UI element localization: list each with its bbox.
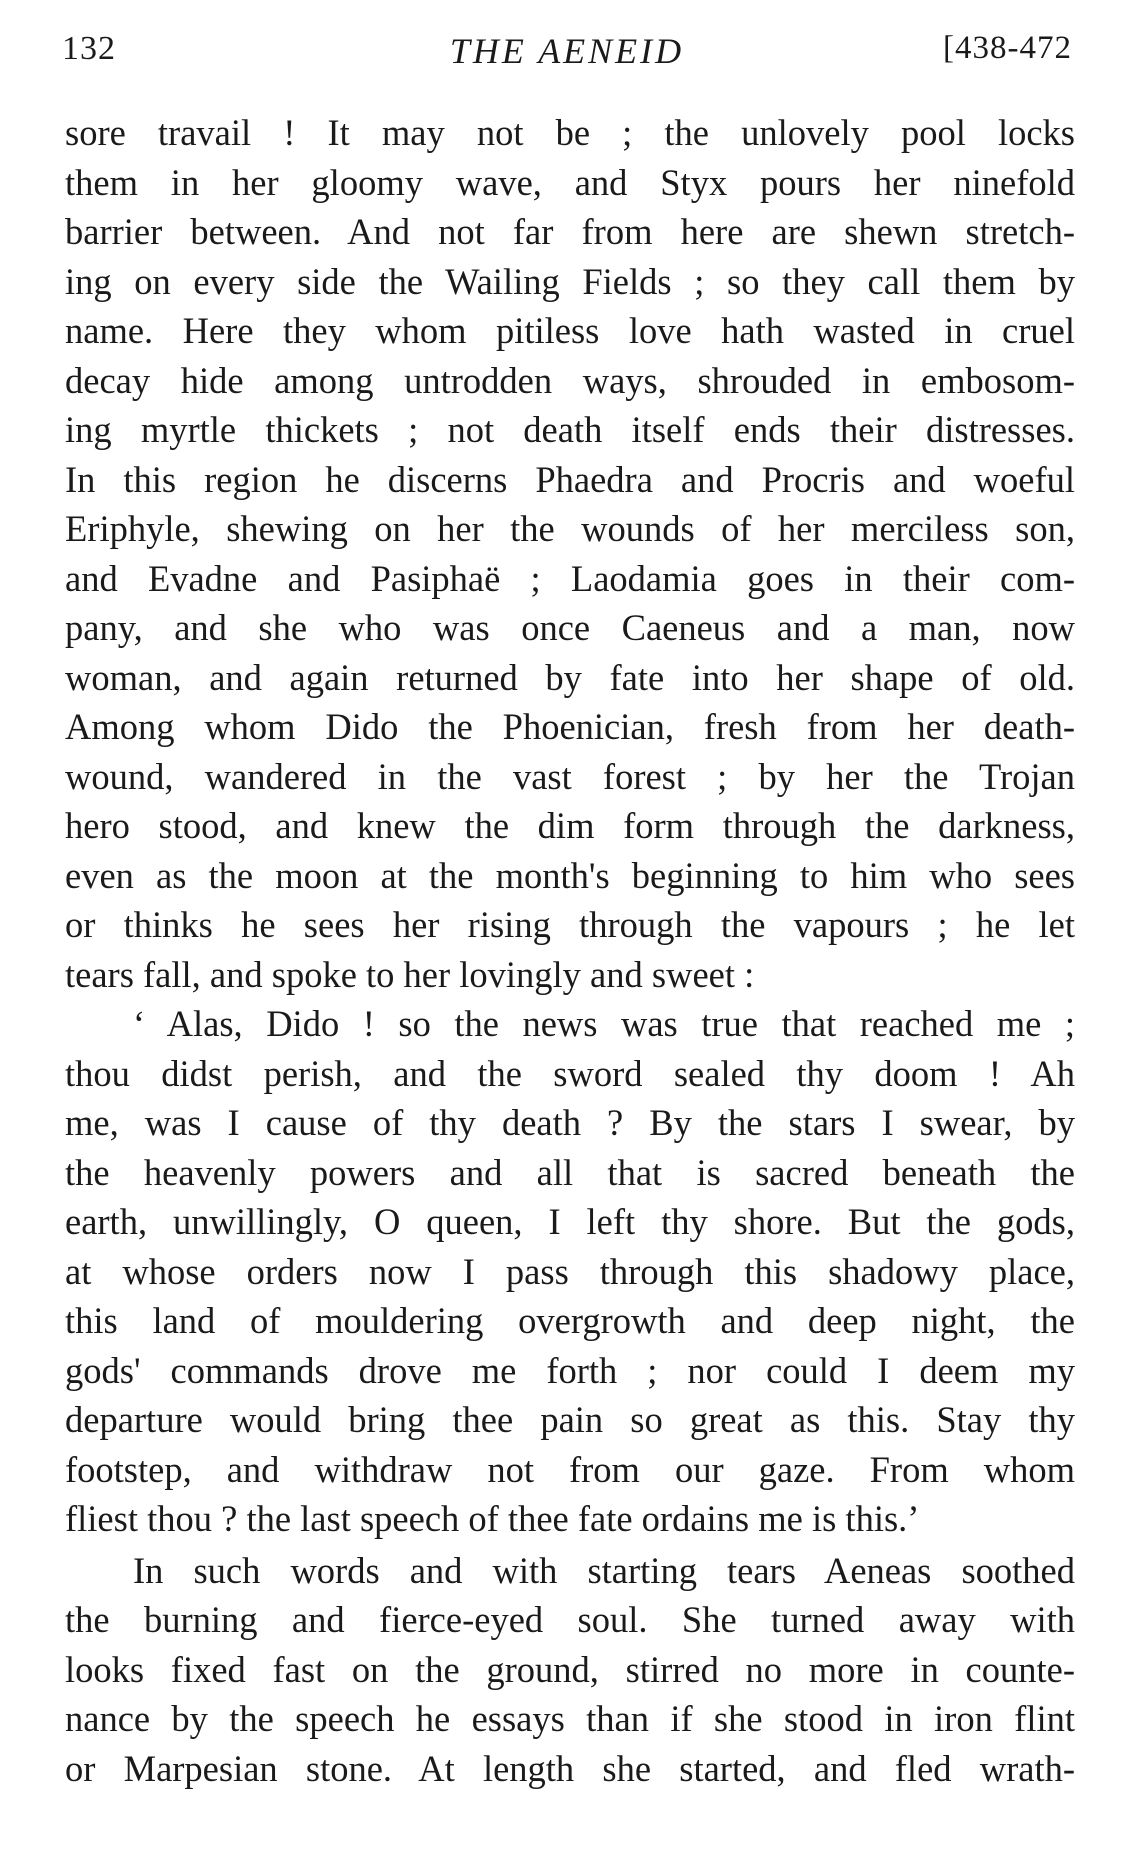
text-line: In this region he discerns Phaedra and Procris and woeful (65, 458, 1075, 500)
text-line: wound, wandered in the vast forest ; by her the Trojan (65, 755, 1075, 797)
text-line: decay hide among untrodden ways, shrouded in embosom- (65, 359, 1075, 401)
text-line: looks fixed fast on the ground, stirred no more in counte- (65, 1648, 1075, 1690)
running-head: THE AENEID (449, 31, 685, 71)
page-number: 132 (62, 30, 116, 67)
text-line: ing on every side the Wailing Fields ; so they call them by (65, 260, 1075, 302)
body-text (65, 108, 1075, 1793)
text-line: nance by the speech he essays than if she stood in iron flint (65, 1698, 1075, 1739)
text-line: name. Here they whom pitiless love hath wasted in cruel (65, 310, 1075, 351)
text-line: gods' commands drove me forth ; nor could I deem my (65, 1349, 1075, 1391)
paragraph-first-line: In such words and with starting tears Aeneas soothed (133, 1549, 1075, 1591)
text-line: Among whom Dido the Phoenician, fresh from her death- (65, 706, 1075, 747)
text-line: them in her gloomy wave, and Styx pours her ninefold (65, 161, 1075, 203)
text-line: sore travail ! It may not be ; the unlovely pool locks (65, 112, 1075, 153)
text-line: hero stood, and knew the dim form through the darkness, (65, 805, 1075, 846)
text-line: the heavenly powers and all that is sacred beneath the (65, 1151, 1075, 1193)
paragraph-first-line: ‘ Alas, Dido ! so the news was true that reached me ; (133, 1003, 1075, 1044)
text-line: thou didst perish, and the sword sealed thy doom ! Ah (65, 1052, 1075, 1094)
text-line: me, was I cause of thy death ? By the stars I swear, by (65, 1102, 1075, 1143)
text-line: pany, and she who was once Caeneus and a man, now (65, 607, 1075, 648)
text-line: the burning and fierce-eyed soul. She turned away with (65, 1599, 1075, 1640)
text-line: or Marpesian stone. At length she started, and fled wrath- (65, 1747, 1075, 1789)
text-line: departure would bring thee pain so great as this. Stay thy (65, 1399, 1075, 1440)
text-line: and Evadne and Pasiphaë ; Laodamia goes in their com- (65, 557, 1075, 599)
line-range: [438-472 (943, 30, 1072, 66)
text-line: at whose orders now I pass through this shadowy place, (65, 1250, 1075, 1292)
text-line: fliest thou ? the last speech of thee fate ordains me is this.’ (65, 1498, 920, 1539)
text-line: Eriphyle, shewing on her the wounds of her merciless son, (65, 508, 1075, 549)
text-line: earth, unwillingly, O queen, I left thy shore. But the gods, (65, 1201, 1075, 1242)
page-header (62, 30, 1072, 80)
text-line: woman, and again returned by fate into her shape of old. (65, 656, 1075, 698)
text-line: barrier between. And not far from here are shewn stretch- (65, 211, 1075, 252)
text-line: tears fall, and spoke to her lovingly and sweet : (65, 953, 755, 995)
text-line: or thinks he sees her rising through the vapours ; he let (65, 904, 1075, 945)
text-line: this land of mouldering overgrowth and deep night, the (65, 1300, 1075, 1341)
text-line: ing myrtle thickets ; not death itself ends their distresses. (65, 409, 1075, 450)
text-line: even as the moon at the month's beginning to him who sees (65, 854, 1075, 896)
text-line: footstep, and withdraw not from our gaze. From whom (65, 1448, 1075, 1490)
